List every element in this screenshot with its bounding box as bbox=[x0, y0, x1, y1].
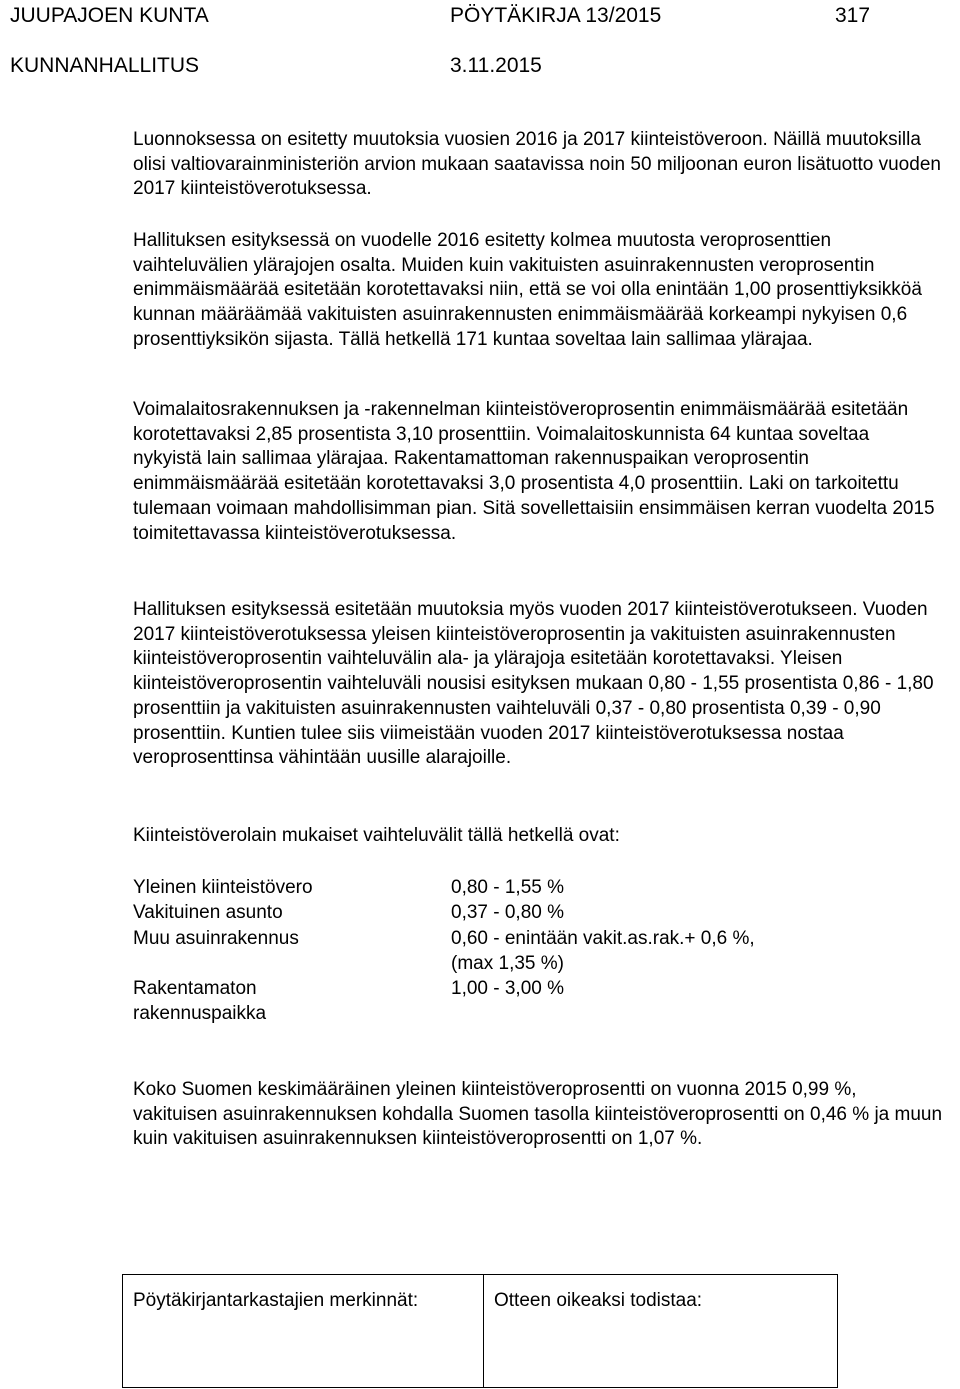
reviewers-notes-box bbox=[122, 1274, 484, 1388]
paragraph-power-plant: Voimalaitosrakennuksen ja -rakennelman kiinteistöveroprosentin enimmäismäärää esitetään korotettavaksi 2,85 prosentista 3,10 prosenttiin. Voimalaitoskunnista 64 kuntaa soveltaa nykyistä lain sallimaa ylärajaa. Rakentamattoman rakennuspaikan veroprosentin enimmäismäärää esitetään korotettavaksi 3,0 prosentista 4,0 prosenttiin. Laki on tarkoitettu tulemaan voimaan mahdollisimman pian. Sitä sovellettaisiin ensimmäisen kerran vuodelta 2015 toimitettavassa kiinteistöverotuksessa. bbox=[133, 399, 935, 544]
rate-label-permanent: Vakituinen asunto bbox=[133, 902, 283, 923]
meeting-date: 3.11.2015 bbox=[450, 54, 542, 77]
rate-value-permanent: 0,37 - 0,80 % bbox=[451, 902, 565, 923]
paragraph-rates-intro: Kiinteistöverolain mukaiset vaihteluvälit tällä hetkellä ovat: bbox=[133, 825, 620, 846]
paragraph-draft-changes: Luonnoksessa on esitetty muutoksia vuosien 2016 ja 2017 kiinteistöveroon. Näillä muutoksilla olisi valtiovarainministeriön arvion mukaan saatavissa noin 50 miljoonan euron lisätuotto vuoden 2017 kiinteistöverotuksessa. bbox=[133, 129, 941, 200]
page-number: 317 bbox=[835, 4, 871, 27]
rate-label-unbuilt: Rakentamaton bbox=[133, 978, 257, 999]
paragraph-2017-changes: Hallituksen esityksessä esitetään muutoksia myös vuoden 2017 kiinteistöverotukseen. Vuoden 2017 kiinteistöverotuksessa yleisen kiinteistöveroprosentin ja vakituisten asuinrakennusten kiinteistöveroprosentin vaihteluvälin ala- ja ylärajoja esitetään korotettavaksi. Yleisen kiinteistöveroprosentin vaihteluväli nousisi esityksen mukaan 0,80 - 1,55 prosentista 0,86 - 1,80 prosenttiin ja vakituisten asuinrakennusten vaihteluväli 0,37 - 0,80 prosentista 0,39 - 0,90 prosenttiin. Kuntien tulee siis viimeistään vuoden 2017 kiinteistöverotuksessa nostaa veroprosenttinsa vähintään uusille alarajoille. bbox=[133, 599, 934, 769]
rate-value-general: 0,80 - 1,55 % bbox=[451, 877, 565, 898]
paragraph-national-average: Koko Suomen keskimääräinen yleinen kiinteistöveroprosentti on vuonna 2015 0,99 %, vakituisen asuinrakennuksen kohdalla Suomen tasolla kiinteistöveroprosentti on 0,46 % ja muun kuin vakituisen asuinrakennuksen kiinteistöveroprosentti on 1,07 %. bbox=[133, 1079, 943, 1150]
certification-box bbox=[483, 1274, 838, 1388]
paragraph-2016-changes: Hallituksen esityksessä on vuodelle 2016 esitetty kolmea muutosta veroprosenttien vaihteluvälien ylärajojen osalta. Muiden kuin vakituisten asuinrakennusten veroprosentin enimmäismäärää esitetään korotettavaksi niin, että se voi olla enintään 1,00 prosenttiyksikköä kunnan määräämää vakituisten asuinrakennusten enimmäismäärää korkeampi nykyisen 0,6 prosenttiyksikön sijasta. Tällä hetkellä 171 kuntaa soveltaa lain sallimaa ylärajaa. bbox=[133, 230, 922, 350]
rate-label-other: Muu asuinrakennus bbox=[133, 928, 299, 949]
municipality-name: JUUPAJOEN KUNTA bbox=[10, 4, 209, 27]
rate-label-general: Yleinen kiinteistövero bbox=[133, 877, 313, 898]
document-title: PÖYTÄKIRJA 13/2015 bbox=[450, 4, 662, 27]
rate-value-other: 0,60 - enintään vakit.as.rak.+ 0,6 %, bbox=[451, 928, 755, 949]
certification-label: Otteen oikeaksi todistaa: bbox=[494, 1290, 703, 1311]
rate-label-unbuilt-cont: rakennuspaikka bbox=[133, 1003, 267, 1024]
board-name: KUNNANHALLITUS bbox=[10, 54, 200, 77]
rate-value-other-max: (max 1,35 %) bbox=[451, 953, 564, 974]
rate-value-unbuilt: 1,00 - 3,00 % bbox=[451, 978, 565, 999]
reviewers-notes-label: Pöytäkirjantarkastajien merkinnät: bbox=[133, 1290, 419, 1311]
